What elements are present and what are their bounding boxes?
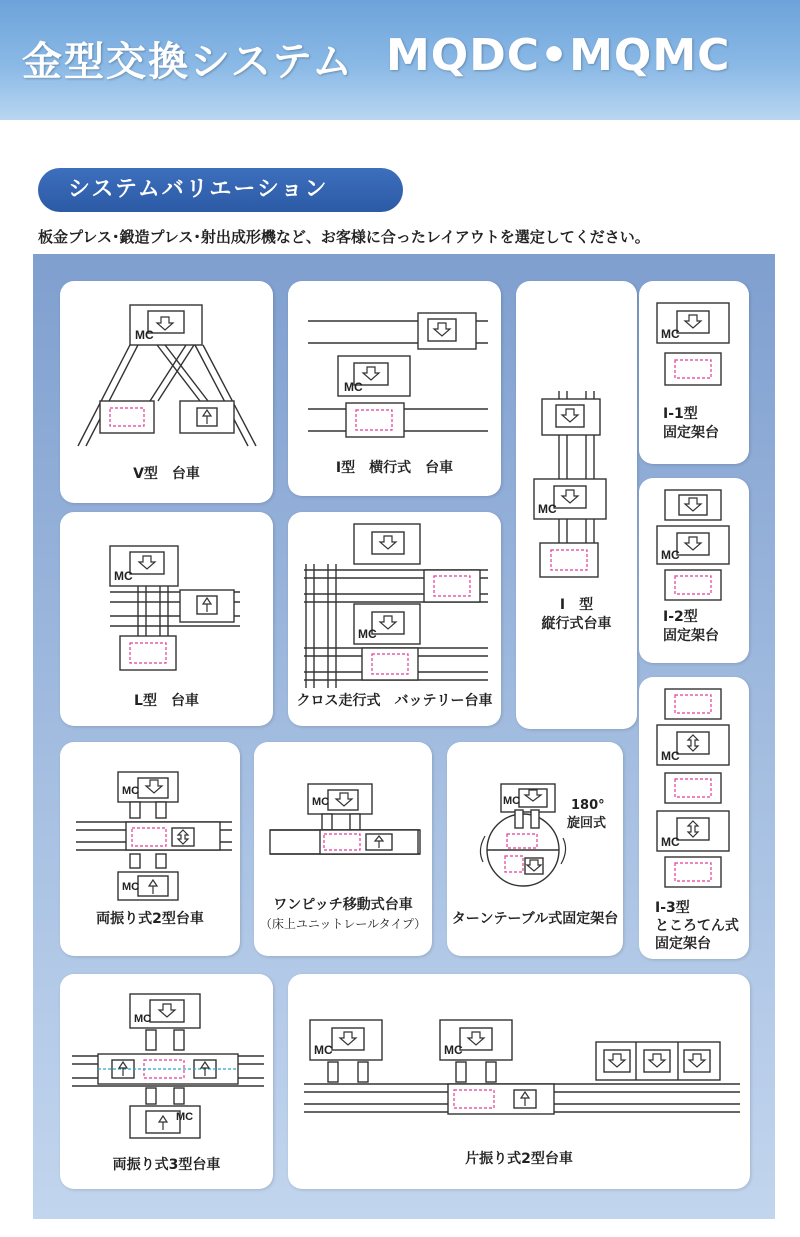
card-double2 [60,742,240,956]
mc-label: MC [135,328,154,342]
mc-label: MC [176,1111,194,1123]
page-title: 金型交換システム [22,39,354,85]
page-header [0,0,800,120]
mc-label: MC [122,785,140,797]
caption-onepitch-1: ワンピッチ移動式台車 [273,897,413,913]
caption-i1-1: I-1型 [663,406,698,422]
caption-i3-2: ところてん式 [655,918,739,934]
mc-label: MC [114,569,133,583]
mc-label: MC [444,1043,463,1057]
mc-label: MC [661,548,680,562]
section-title: システムバリエーション [38,168,403,212]
mc-label: MC [358,627,377,641]
turntable-note-2: 旋回式 [567,816,607,831]
mc-label: MC [134,1013,152,1025]
card-v-type [60,281,273,503]
caption-i3-1: I-3型 [655,900,690,916]
card-i3 [639,677,749,959]
mc-label: MC [661,749,680,763]
mc-label: MC [312,796,330,808]
mc-label: MC [661,327,680,341]
caption-i1-2: 固定架台 [663,425,719,441]
caption-onepitch-2: （床上ユニットレールタイプ） [259,917,427,931]
caption-double3: 両振り式3型台車 [112,1157,221,1173]
caption-l-type: L型 台車 [134,693,199,709]
card-double3 [60,974,273,1189]
card-single2 [288,974,750,1189]
mc-label: MC [661,835,680,849]
caption-cross: クロス走行式 バッテリー台車 [296,693,493,709]
card-onepitch [254,742,432,956]
section-lead: 板金プレス･鍛造プレス･射出成形機など、お客様に合ったレイアウトを選定してください。 [38,228,650,246]
mc-label: MC [503,795,521,807]
mc-label: MC [314,1043,333,1057]
i-vertical-diagram [516,281,637,729]
turntable-note-1: 180° [571,798,605,813]
card-l-type [60,512,273,726]
caption-i-horizontal: I型 横行式 台車 [335,460,454,476]
card-i-vertical [516,281,637,729]
caption-double2: 両振り式2型台車 [96,911,204,927]
mc-label: MC [122,881,140,893]
variation-panel [33,254,775,1219]
caption-i-vertical-1: I 型 [559,597,594,613]
product-name: MQDC•MQMC [386,30,731,81]
mc-label: MC [538,502,557,516]
caption-i3-3: 固定架台 [655,936,711,952]
caption-i2-1: I-2型 [663,609,698,625]
card-cross [288,512,501,726]
card-i-horizontal [288,281,501,496]
card-i1 [639,281,749,464]
mc-label: MC [344,380,363,394]
card-i2 [639,478,749,663]
caption-v-type: V型 台車 [133,466,200,482]
caption-i-vertical-2: 縦行式台車 [541,616,612,632]
caption-i2-2: 固定架台 [663,628,719,644]
card-turntable [447,742,623,956]
caption-turntable: ターンテーブル式固定架台 [451,911,619,927]
caption-single2: 片振り式2型台車 [465,1151,573,1167]
